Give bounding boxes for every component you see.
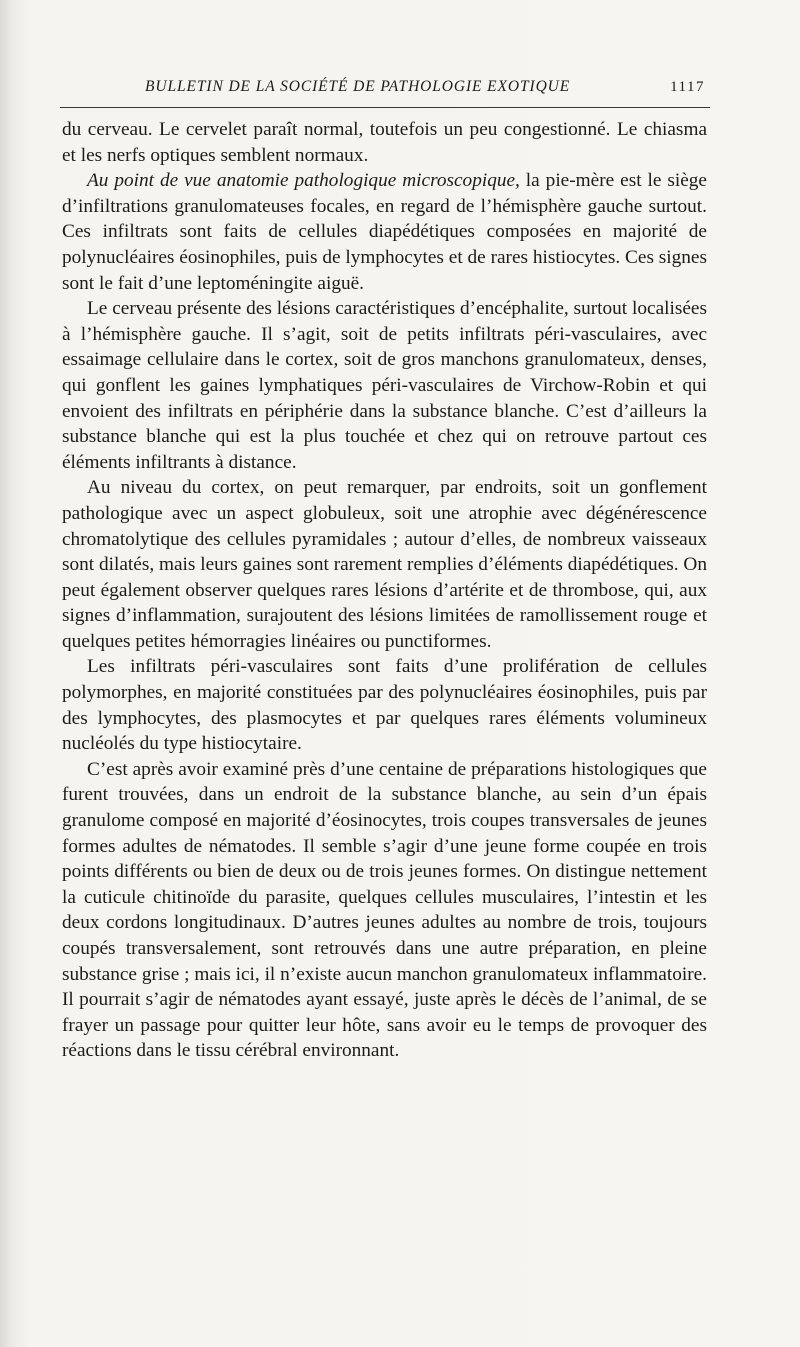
paragraph-3-text: Le cerveau présente des lésions caractéristiques d’encéphalite, surtout localisées à l’hémisphère gauche. Il s’agit, soit de petits infiltrats péri-vasculaires, avec essaimage cellulaire dans le cortex, soit de gros manchons granulomateux, denses, qui gonflent les gaines lymphatiques péri-vasculaires de Virchow-Robin et qui envoient des infiltrats en périphérie dans la substance blanche. C’est d’ailleurs la substance blanche qui est la plus touchée et chez qui on retrouve partout ces éléments infiltrants à distance.	[62, 298, 707, 473]
running-title: BULLETIN DE LA SOCIÉTÉ DE PATHOLOGIE EXOTIQUE	[145, 78, 571, 95]
paragraph-2-lead: Au point de vue anatomie pathologique microscopique,	[87, 170, 520, 192]
paragraph-1	[62, 117, 707, 168]
paragraph-4-text: Au niveau du cortex, on peut remarquer, par endroits, soit un gonflement pathologique avec un aspect globuleux, soit une atrophie avec dégénérescence chromatolytique des cellules pyramidales ; autour d’elles, de nombreux vaisseaux sont dilatés, mais leurs gaines sont rarement remplies d’éléments diapédétiques. On peut également observer quelques rares lésions d’artérite et de thrombose, qui, aux signes d’inflammation, surajoutent des lésions limitées de ramollissement rouge et quelques petites hémorragies linéaires ou punctiformes.	[62, 477, 707, 652]
paragraph-2-text: la pie-mère est le siège d’infiltrations granulomateuses focales, en regard de l’hémisphère gauche surtout. Ces infiltrats sont faits de cellules diapédétiques composées en majorité de polynucléaires éosinophiles, puis de lymphocytes et de rares histiocytes. Ces signes sont le fait d’une leptoméningite aiguë.	[62, 170, 707, 294]
paragraph-3	[62, 296, 707, 475]
paragraph-1-text: du cerveau. Le cervelet paraît normal, toutefois un peu congestionné. Le chiasma et les nerfs optiques semblent normaux.	[62, 119, 707, 166]
paragraph-6-text: C’est après avoir examiné près d’une centaine de préparations histologiques que furent trouvées, dans un endroit de la substance blanche, au sein d’un épais granulome composé en majorité d’éosinocytes, trois coupes transversales de jeunes formes adultes de nématodes. Il semble s’agir d’une jeune forme coupée en trois points différents ou bien de deux ou de trois jeunes formes. On distingue nettement la cuticule chitinoïde du parasite, quelques cellules musculaires, l’intestin et les deux cordons longitudinaux. D’autres jeunes adultes au nombre de trois, toujours coupés transversalement, sont retrouvés dans une autre préparation, en pleine substance grise ; mais ici, il n’existe aucun manchon granulomateux inflammatoire. Il pourrait s’agir de nématodes ayant essayé, juste après le décès de l’animal, de se frayer un passage pour quitter leur hôte, sans avoir eu le temps de provoquer des réactions dans le tissu cérébral environnant.	[62, 758, 707, 1062]
paragraph-5-text: Les infiltrats péri-vasculaires sont faits d’une prolifération de cellules polymorphes, en majorité constituées par des polynucléaires éosinophiles, puis par des lymphocytes, des plasmocytes et par quelques rares éléments volumineux nucléolés du type histiocytaire.	[62, 656, 707, 755]
paragraph-4	[62, 475, 707, 654]
page-number: 1117	[670, 79, 705, 95]
header-rule	[60, 107, 710, 108]
paragraph-2	[62, 168, 707, 296]
article-body	[62, 117, 707, 1064]
running-head	[60, 78, 705, 104]
paragraph-6	[62, 757, 707, 1064]
paragraph-5	[62, 654, 707, 756]
